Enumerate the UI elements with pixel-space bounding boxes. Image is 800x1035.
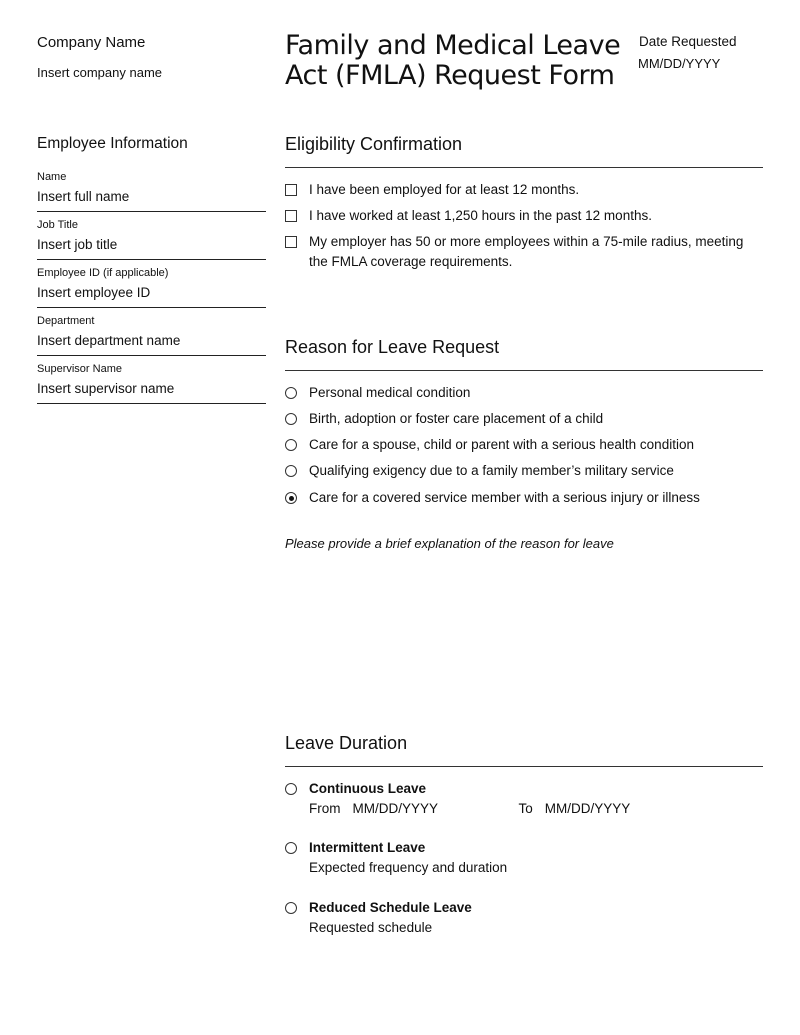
from-date-input[interactable]: MM/DD/YYYY bbox=[352, 801, 439, 816]
field-label: Supervisor Name bbox=[37, 363, 122, 375]
date-requested-input[interactable]: MM/DD/YYYY bbox=[638, 56, 721, 71]
radio-label: Qualifying exigency due to a family member’s military service bbox=[309, 463, 674, 478]
reason-option[interactable] bbox=[285, 383, 470, 403]
field-label: Name bbox=[37, 171, 67, 183]
checkbox-label: I have worked at least 1,250 hours in the past 12 months. bbox=[309, 208, 652, 223]
checkbox-label: I have been employed for at least 12 months. bbox=[309, 182, 580, 197]
radio-label: Personal medical condition bbox=[309, 385, 471, 400]
company-name-label: Company Name bbox=[37, 34, 146, 51]
title-line-2: Act (FMLA) Request Form bbox=[285, 60, 615, 91]
radio-button[interactable] bbox=[285, 387, 297, 399]
department-field[interactable] bbox=[37, 315, 266, 356]
radio-button[interactable] bbox=[285, 783, 297, 795]
field-value[interactable]: Insert job title bbox=[37, 237, 118, 252]
field-label: Department bbox=[37, 315, 95, 327]
employee-id-field[interactable] bbox=[37, 267, 266, 308]
option-title: Intermittent Leave bbox=[309, 840, 426, 855]
reason-heading: Reason for Leave Request bbox=[285, 337, 763, 371]
reduced-schedule-option[interactable] bbox=[285, 898, 472, 938]
to-label: To bbox=[518, 801, 533, 816]
radio-label: Care for a spouse, child or parent with a serious health condition bbox=[309, 437, 694, 452]
date-requested-label: Date Requested bbox=[639, 34, 737, 49]
eligibility-heading: Eligibility Confirmation bbox=[285, 134, 763, 168]
intermittent-leave-option[interactable] bbox=[285, 838, 507, 878]
field-value[interactable]: Insert supervisor name bbox=[37, 381, 175, 396]
radio-button[interactable] bbox=[285, 842, 297, 854]
option-title: Continuous Leave bbox=[309, 781, 427, 796]
radio-label: Birth, adoption or foster care placement of a child bbox=[309, 411, 604, 426]
radio-button-selected[interactable] bbox=[285, 492, 297, 504]
eligibility-item[interactable] bbox=[285, 180, 579, 200]
checkbox[interactable] bbox=[285, 184, 297, 196]
form-title bbox=[285, 31, 620, 91]
explanation-prompt[interactable]: Please provide a brief explanation of the reason for leave bbox=[285, 536, 614, 551]
from-label: From bbox=[309, 801, 341, 816]
name-field[interactable] bbox=[37, 171, 266, 212]
continuous-leave-option[interactable] bbox=[285, 779, 639, 819]
reason-option[interactable] bbox=[285, 409, 603, 429]
employee-info-heading: Employee Information bbox=[37, 135, 188, 152]
schedule-input[interactable]: Requested schedule bbox=[309, 920, 433, 935]
radio-button[interactable] bbox=[285, 902, 297, 914]
reason-option[interactable] bbox=[285, 488, 700, 508]
eligibility-item[interactable] bbox=[285, 206, 652, 226]
radio-button[interactable] bbox=[285, 413, 297, 425]
reason-option[interactable] bbox=[285, 461, 674, 481]
option-title: Reduced Schedule Leave bbox=[309, 900, 472, 915]
checkbox[interactable] bbox=[285, 210, 297, 222]
field-label: Job Title bbox=[37, 219, 78, 231]
checkbox-label: My employer has 50 or more employees within a 75-mile radius, meeting the FMLA coverage requirements. bbox=[309, 234, 744, 269]
title-line-1: Family and Medical Leave bbox=[285, 30, 621, 61]
company-name-input[interactable]: Insert company name bbox=[37, 65, 163, 80]
checkbox[interactable] bbox=[285, 236, 297, 248]
field-value[interactable]: Insert department name bbox=[37, 333, 181, 348]
radio-button[interactable] bbox=[285, 465, 297, 477]
radio-label: Care for a covered service member with a serious injury or illness bbox=[309, 490, 700, 505]
frequency-input[interactable]: Expected frequency and duration bbox=[309, 860, 508, 875]
field-value[interactable]: Insert employee ID bbox=[37, 285, 151, 300]
leave-duration-heading: Leave Duration bbox=[285, 733, 763, 767]
to-date-input[interactable]: MM/DD/YYYY bbox=[544, 801, 631, 816]
eligibility-item[interactable] bbox=[285, 232, 763, 272]
field-label: Employee ID (if applicable) bbox=[37, 267, 169, 279]
radio-button[interactable] bbox=[285, 439, 297, 451]
reason-option[interactable] bbox=[285, 435, 694, 455]
field-value[interactable]: Insert full name bbox=[37, 189, 130, 204]
job-title-field[interactable] bbox=[37, 219, 266, 260]
supervisor-field[interactable] bbox=[37, 363, 266, 404]
